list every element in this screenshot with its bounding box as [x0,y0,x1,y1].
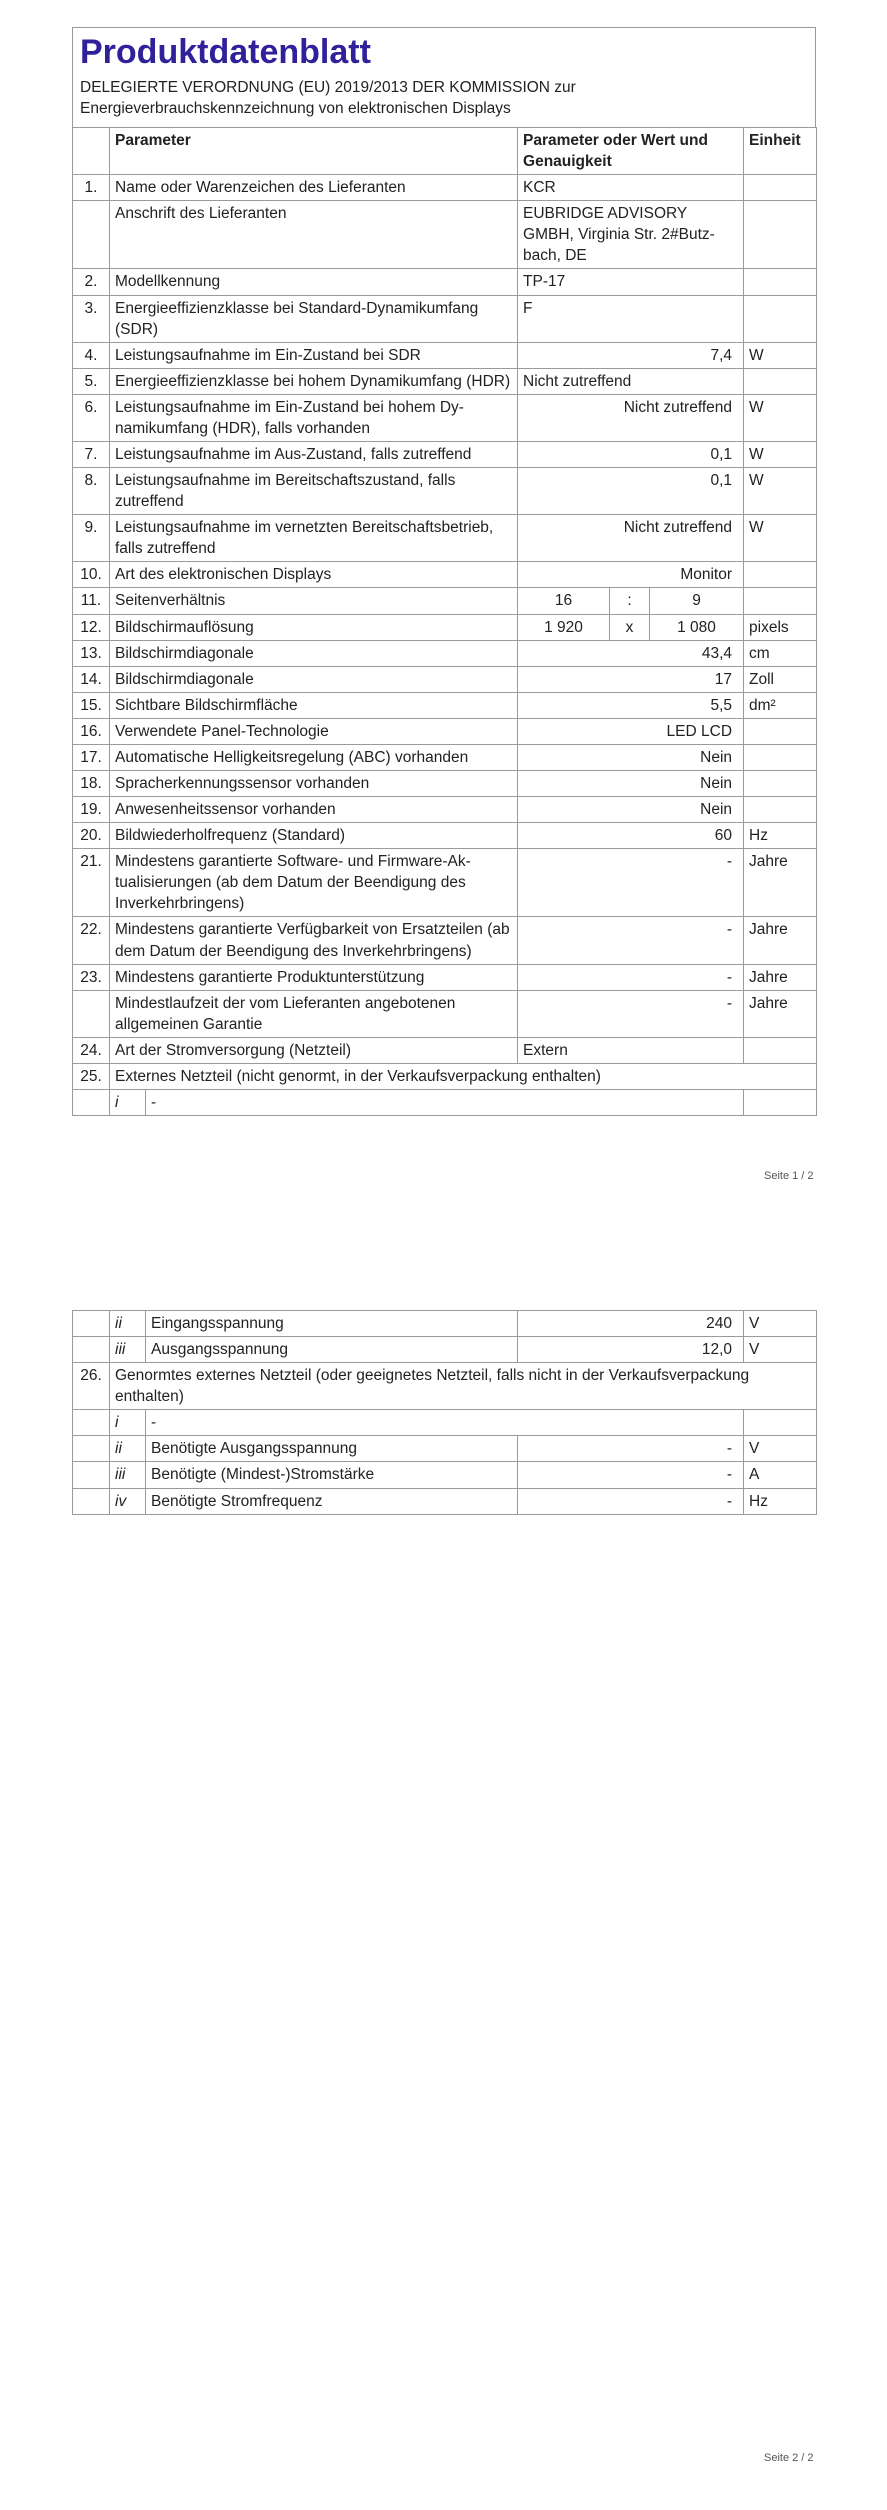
header-value: Parameter oder Wert und Genauigkeit [518,127,744,174]
table-row: 6. Leistungsaufnahme im Ein-Zustand bei hohem Dynamikumfang (HDR), falls vorhanden Nicht zutreffend W [73,394,817,441]
table-row: 21. Mindestens garantierte Software- und Firmware-Aktualisierungen (ab dem Datum der Beendigung des Inverkehrbringens) - Jahre [73,849,817,917]
page-2 [72,1310,816,1515]
table-row: 3. Energieeffizienzklasse bei Standard-Dynamikumfang (SDR) F [73,295,817,342]
page-1 [72,27,816,1116]
page-number: Seite 1 / 2 [764,1170,814,1182]
table-row: 19. Anwesenheitssensor vorhanden Nein [73,797,817,823]
table-row: iii Ausgangsspannung 12,0 V [73,1337,817,1363]
header-parameter: Parameter [110,127,518,174]
document-title: Produktdatenblatt [80,33,371,71]
product-data-table-continued [72,1310,817,1515]
table-row: 18. Spracherkennungssensor vorhanden Nein [73,770,817,796]
table-row: 1. Name oder Warenzeichen des Lieferanten KCR [73,175,817,201]
table-row: 23. Mindestens garantierte Produktunterstützung - Jahre [73,964,817,990]
table-row: iv Benötigte Stromfrequenz - Hz [73,1488,817,1514]
table-row: 22. Mindestens garantierte Verfügbarkeit von Ersatzteilen (ab dem Datum der Beendigung des Inverkehrbringens) - Jahre [73,917,817,964]
table-row: 25. Externes Netzteil (nicht genormt, in der Verkaufsverpackung enthalten) [73,1063,817,1089]
page-number: Seite 2 / 2 [764,2452,814,2464]
table-row: 20. Bildwiederholfrequenz (Standard) 60 Hz [73,823,817,849]
table-row: 14. Bildschirmdiagonale 17 Zoll [73,666,817,692]
table-row: 11. Seitenverhältnis 16 : 9 [73,588,817,614]
document-header [72,27,816,127]
table-row: 13. Bildschirmdiagonale 43,4 cm [73,640,817,666]
table-row: 24. Art der Stromversorgung (Netzteil) Extern [73,1037,817,1063]
table-row: 12. Bildschirmauflösung 1 920 x 1 080 pixels [73,614,817,640]
table-row: 4. Leistungsaufnahme im Ein-Zustand bei SDR 7,4 W [73,342,817,368]
table-header-row [73,127,817,174]
table-row: 16. Verwendete Panel-Technologie LED LCD [73,718,817,744]
table-row: i - [73,1090,817,1116]
table-row: 8. Leistungsaufnahme im Bereitschaftszustand, falls zutreffend 0,1 W [73,468,817,515]
regulation-subtitle: DELEGIERTE VERORDNUNG (EU) 2019/2013 DER KOMMISSION zur Energieverbrauchskennzeichnung von elektronischen Displays [80,78,576,117]
table-row: ii Eingangsspannung 240 V [73,1311,817,1337]
table-row: 26. Genormtes externes Netzteil (oder geeignetes Netzteil, falls nicht in der Verkaufsverpackung enthalten) [73,1363,817,1410]
header-unit: Einheit [744,127,817,174]
table-row: Mindestlaufzeit der vom Lieferanten angebotenen allgemeinen Garantie - Jahre [73,990,817,1037]
table-row: ii Benötigte Ausgangsspannung - V [73,1436,817,1462]
table-row: 5. Energieeffizienzklasse bei hohem Dynamikumfang (HDR) Nicht zutreffend [73,368,817,394]
table-row: 17. Automatische Helligkeitsregelung (ABC) vorhanden Nein [73,744,817,770]
table-row: Anschrift des Lieferanten EUBRIDGE ADVISORY GMBH, Virginia Str. 2#Butzbach, DE [73,201,817,269]
table-row: 9. Leistungsaufnahme im vernetzten Bereitschaftsbetrieb, falls zutreffend Nicht zutreffend W [73,515,817,562]
table-row: iii Benötigte (Mindest-)Stromstärke - A [73,1462,817,1488]
table-row: 2. Modellkennung TP-17 [73,269,817,295]
table-row: 10. Art des elektronischen Displays Monitor [73,562,817,588]
table-row: 7. Leistungsaufnahme im Aus-Zustand, falls zutreffend 0,1 W [73,441,817,467]
table-row: i - [73,1410,817,1436]
table-row: 15. Sichtbare Bildschirmfläche 5,5 dm² [73,692,817,718]
product-data-table [72,127,817,1116]
